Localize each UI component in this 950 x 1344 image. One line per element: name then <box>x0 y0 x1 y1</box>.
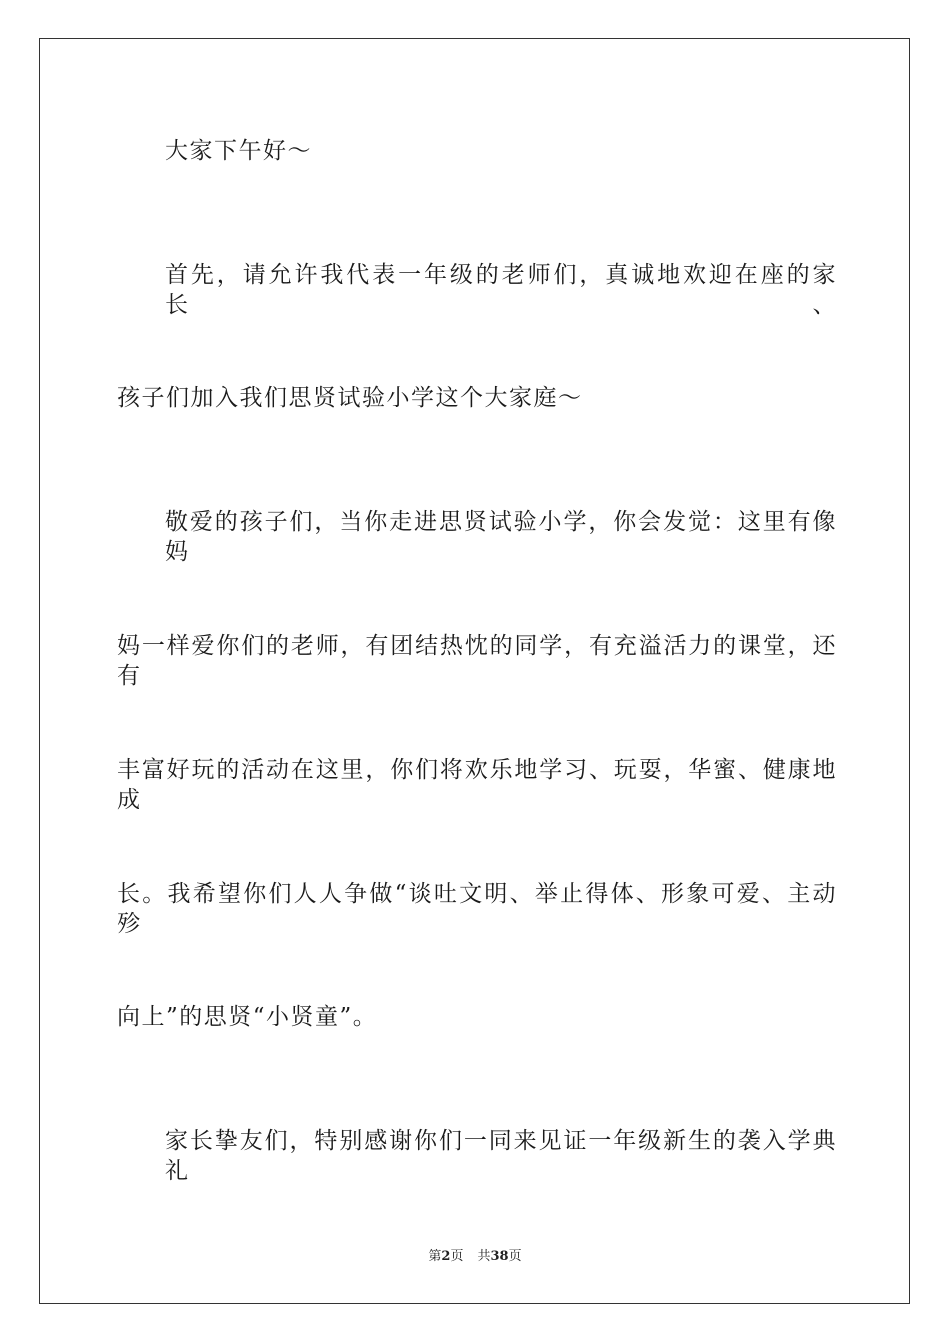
paragraph-line: 首先，请允许我代表一年级的老师们，真诚地欢迎在座的家长、 <box>165 262 837 318</box>
paragraph-line: 孩子们加入我们思贤试验小学这个大家庭～ <box>117 385 583 411</box>
paragraph-line: 向上”的思贤“小贤童”。 <box>117 1004 378 1030</box>
paragraph-line: 敬爱的孩子们，当你走进思贤试验小学，你会发觉：这里有像妈 <box>165 509 837 565</box>
paragraph-line: 妈一样爱你们的老师，有团结热忱的同学，有充溢活力的课堂，还有 <box>117 633 837 689</box>
page-suffix: 页 <box>450 1249 464 1264</box>
page-number: 2 <box>441 1249 451 1264</box>
page-prefix: 第 <box>428 1249 442 1264</box>
paragraph-line: 长。我希望你们人人争做“谈吐文明、举止得体、形象可爱、主动殄 <box>117 881 837 937</box>
total-pages: 38 <box>490 1249 509 1264</box>
page-footer <box>0 1248 950 1266</box>
greeting-line: 大家下午好～ <box>165 138 312 164</box>
total-prefix: 共 <box>477 1249 491 1264</box>
total-suffix: 页 <box>508 1249 522 1264</box>
paragraph-line: 家长挚友们，特别感谢你们一同来见证一年级新生的袭入学典礼 <box>165 1128 837 1184</box>
paragraph-line: 丰富好玩的活动在这里，你们将欢乐地学习、玩耍，华蜜、健康地成 <box>117 757 837 813</box>
